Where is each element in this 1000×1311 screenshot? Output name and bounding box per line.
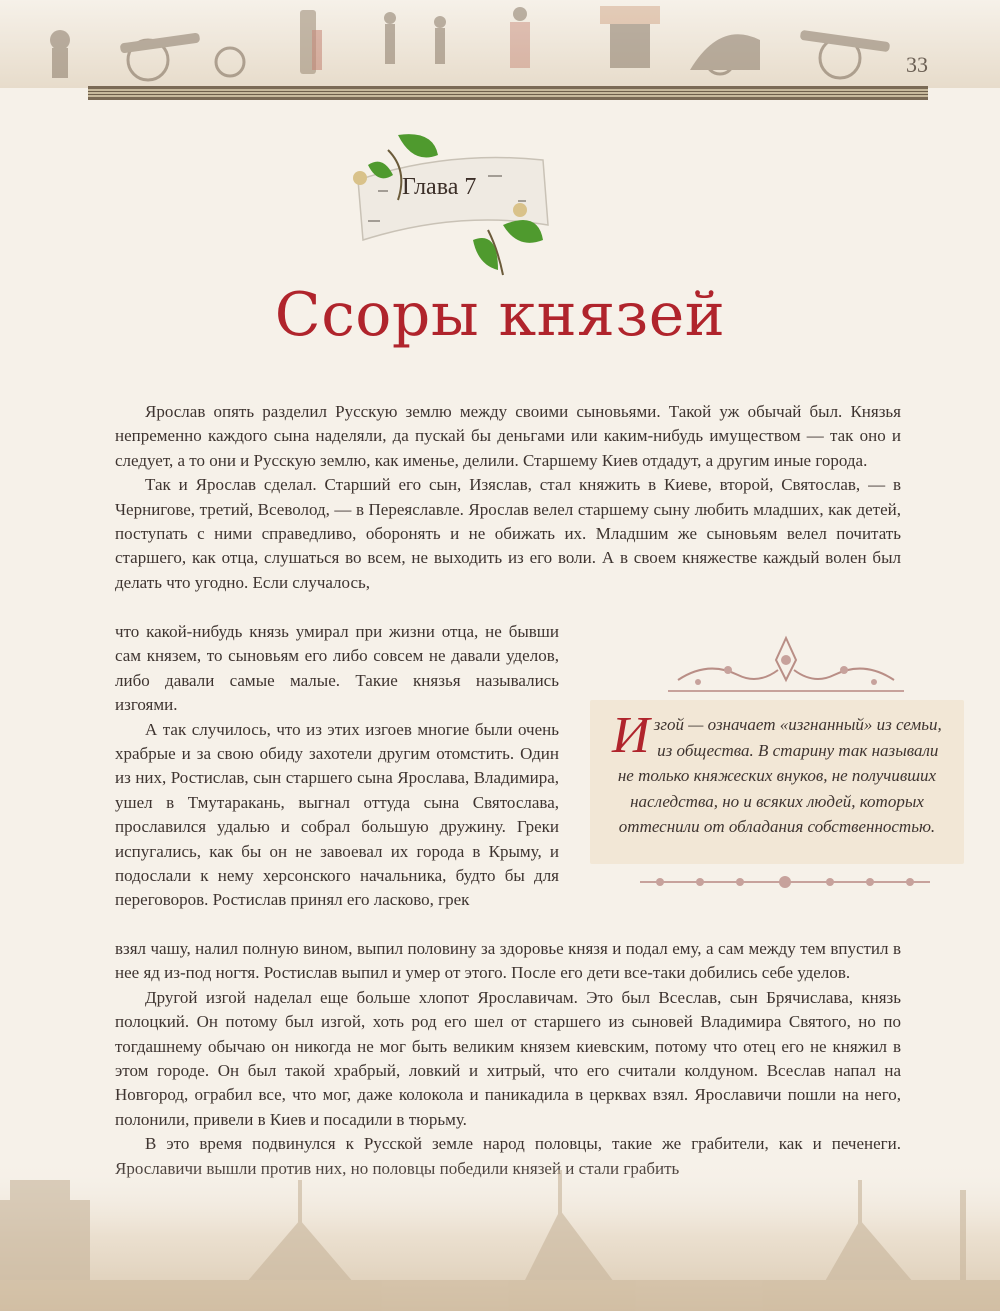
paragraph: А так случилось, что из этих изгоев многие были очень храбрые и за свою обиду захотели другим отомстить. Один из них, Ростислав, сын старшего сына Ярослава, Владимира, ушел в Тмутаракань, выгнал оттуда сына Святослава, прославился удалью и собрал большую дружину. Греки испугались, как бы он не завоевал их города в Крыму, и подослали к нему херсонского начальника, будто бы для переговоров. Ростислав принял его ласково, грек	[115, 719, 559, 910]
bottom-harbour-illustration	[0, 1160, 1000, 1311]
note-body: згой — означает «изгнанный» из семьи, из общества. В старину так называли не только княжеских внуков, не получивших наследства, но и всяких людей, которых оттеснили от обладания собственностью.	[617, 715, 942, 836]
ornamental-border	[88, 86, 928, 100]
paragraph: что какой-нибудь князь умирал при жизни отца, не бывши сам князем, то сыновьям его либо совсем не давали уделов, либо давали самые малые. Такие князья назывались изгоями.	[115, 622, 559, 715]
paragraph: взял чашу, налил полную вином, выпил половину за здоровье князя и подал ему, а сам между тем впустил в нее яд из-под ногтя. Ростислав выпил и умер от этого. После его дети все-таки добились себе уделов.	[115, 939, 901, 983]
note-dropcap: И	[612, 707, 650, 764]
paragraph: Другой изгой наделал еще больше хлопот Ярославичам. Это был Всеслав, сын Брячислава, князь полоцкий. Он потому был изгой, хоть род его шел от старшего из сыновей Владимира Святого, но по тогдашнему обычаю он никогда не мог быть великим князем киевским, потому что отец его не княжил в этом городе. Он был такой храбрый, ловкий и хитрый, что его считали колдуном. Всеслав напал на Новгород, ограбил все, что мог, даже колокола и паникадила в церквах взял. Ярославичи пошли на него, полонили, привели в Киев и посадили в тюрьму.	[115, 987, 901, 1129]
paragraph: В это время подвинулся к Русской земле народ половцы, такие же грабители, как и печенеги.	[145, 1134, 901, 1154]
top-frieze-illustration	[0, 0, 1000, 88]
body-text-bottom	[115, 937, 901, 1181]
chapter-label: Глава 7	[402, 174, 477, 200]
note-text	[612, 707, 942, 840]
body-text-top	[115, 400, 901, 595]
paragraph: Так и Ярослав сделал. Старший его сын, Изяслав, стал княжить в Киеве, второй, Святослав, — в Чернигове, третий, Всеволод, — в Переяславле. Ярослав велел старшему сыну любить младших, как детей, поступать с ними справедливо, оборонять и не обижать их. Младшим же сыновьям велел почитать старшего, как отца, слушаться во всем, не выходить из его воли. А в своем княжестве каждый волен был делать что угодно. Если случалось,	[115, 475, 901, 592]
chapter-title: Ссоры князей	[274, 280, 726, 350]
body-text-left-column	[115, 620, 559, 913]
page-number: 33	[906, 52, 928, 77]
note-ornament-bottom	[640, 872, 930, 892]
note-ornament-top	[668, 630, 904, 698]
paragraph: Ярослав опять разделил Русскую землю между своими сыновьями. Такой уж обычай был. Князья непременно каждого сына наделяли, да пускай бы деньгами или каким-нибудь имуществом — так оно и следует, а то они и Русскую землю, как именье, делили. Старшему Киев отдадут, а другим иные города.	[115, 402, 901, 470]
birch-bark-banner	[338, 130, 558, 280]
